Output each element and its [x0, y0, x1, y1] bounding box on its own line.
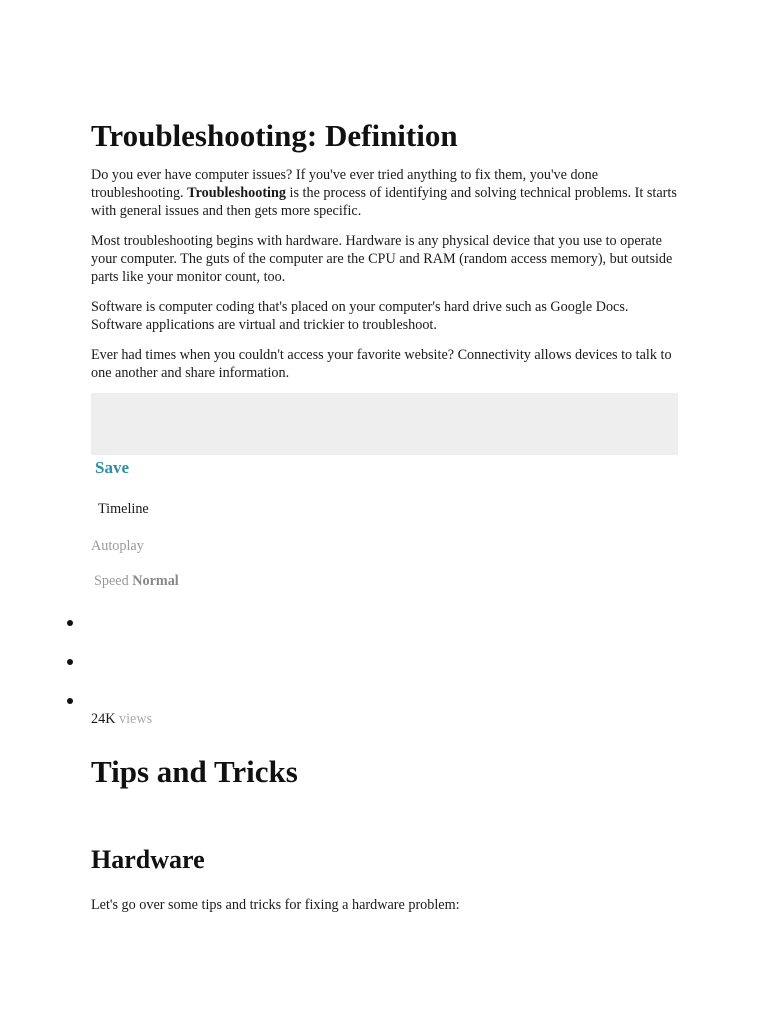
paragraph-text: is the process of identifying and solving technical problems. It starts with general issues and then gets more specific. — [91, 185, 677, 219]
speed-control[interactable] — [94, 572, 179, 590]
definition-paragraph — [91, 166, 679, 220]
page-title: Troubleshooting: Definition — [91, 118, 458, 153]
subsection-heading: Hardware — [91, 845, 205, 874]
hardware-paragraph: Most troubleshooting begins with hardware. Hardware is any physical device that you use to operate your computer. The guts of the computer are the CPU and RAM (random access memory), but outside parts like your monitor count, too. — [91, 233, 673, 285]
speed-label: Speed — [94, 573, 129, 589]
bold-term: Troubleshooting — [187, 185, 286, 201]
autoplay-toggle[interactable]: Autoplay — [91, 538, 144, 554]
hardware-intro-paragraph: Let's go over some tips and tricks for fixing a hardware problem: — [91, 897, 460, 913]
section-heading: Tips and Tricks — [91, 754, 298, 789]
connectivity-paragraph: Ever had times when you couldn't access your favorite website? Connectivity allows devices to talk to one another and share information. — [91, 347, 672, 381]
timeline-toggle[interactable]: Timeline — [98, 501, 149, 517]
list-bullet — [67, 620, 73, 626]
video-player-placeholder[interactable] — [91, 393, 678, 455]
list-bullet — [67, 659, 73, 665]
views-number: 24K — [91, 711, 116, 727]
save-button[interactable]: Save — [95, 458, 129, 477]
speed-value: Normal — [132, 573, 179, 589]
views-label: views — [118, 711, 153, 727]
list-bullet — [67, 698, 73, 704]
view-count — [91, 710, 152, 728]
software-paragraph: Software is computer coding that's placed on your computer's hard drive such as Google Docs. Software applications are virtual and trickier to troubleshoot. — [91, 299, 629, 333]
paragraph-text: Do you ever have computer issues? If you've ever tried anything to fix them, you've done troubleshooting. — [91, 167, 599, 201]
